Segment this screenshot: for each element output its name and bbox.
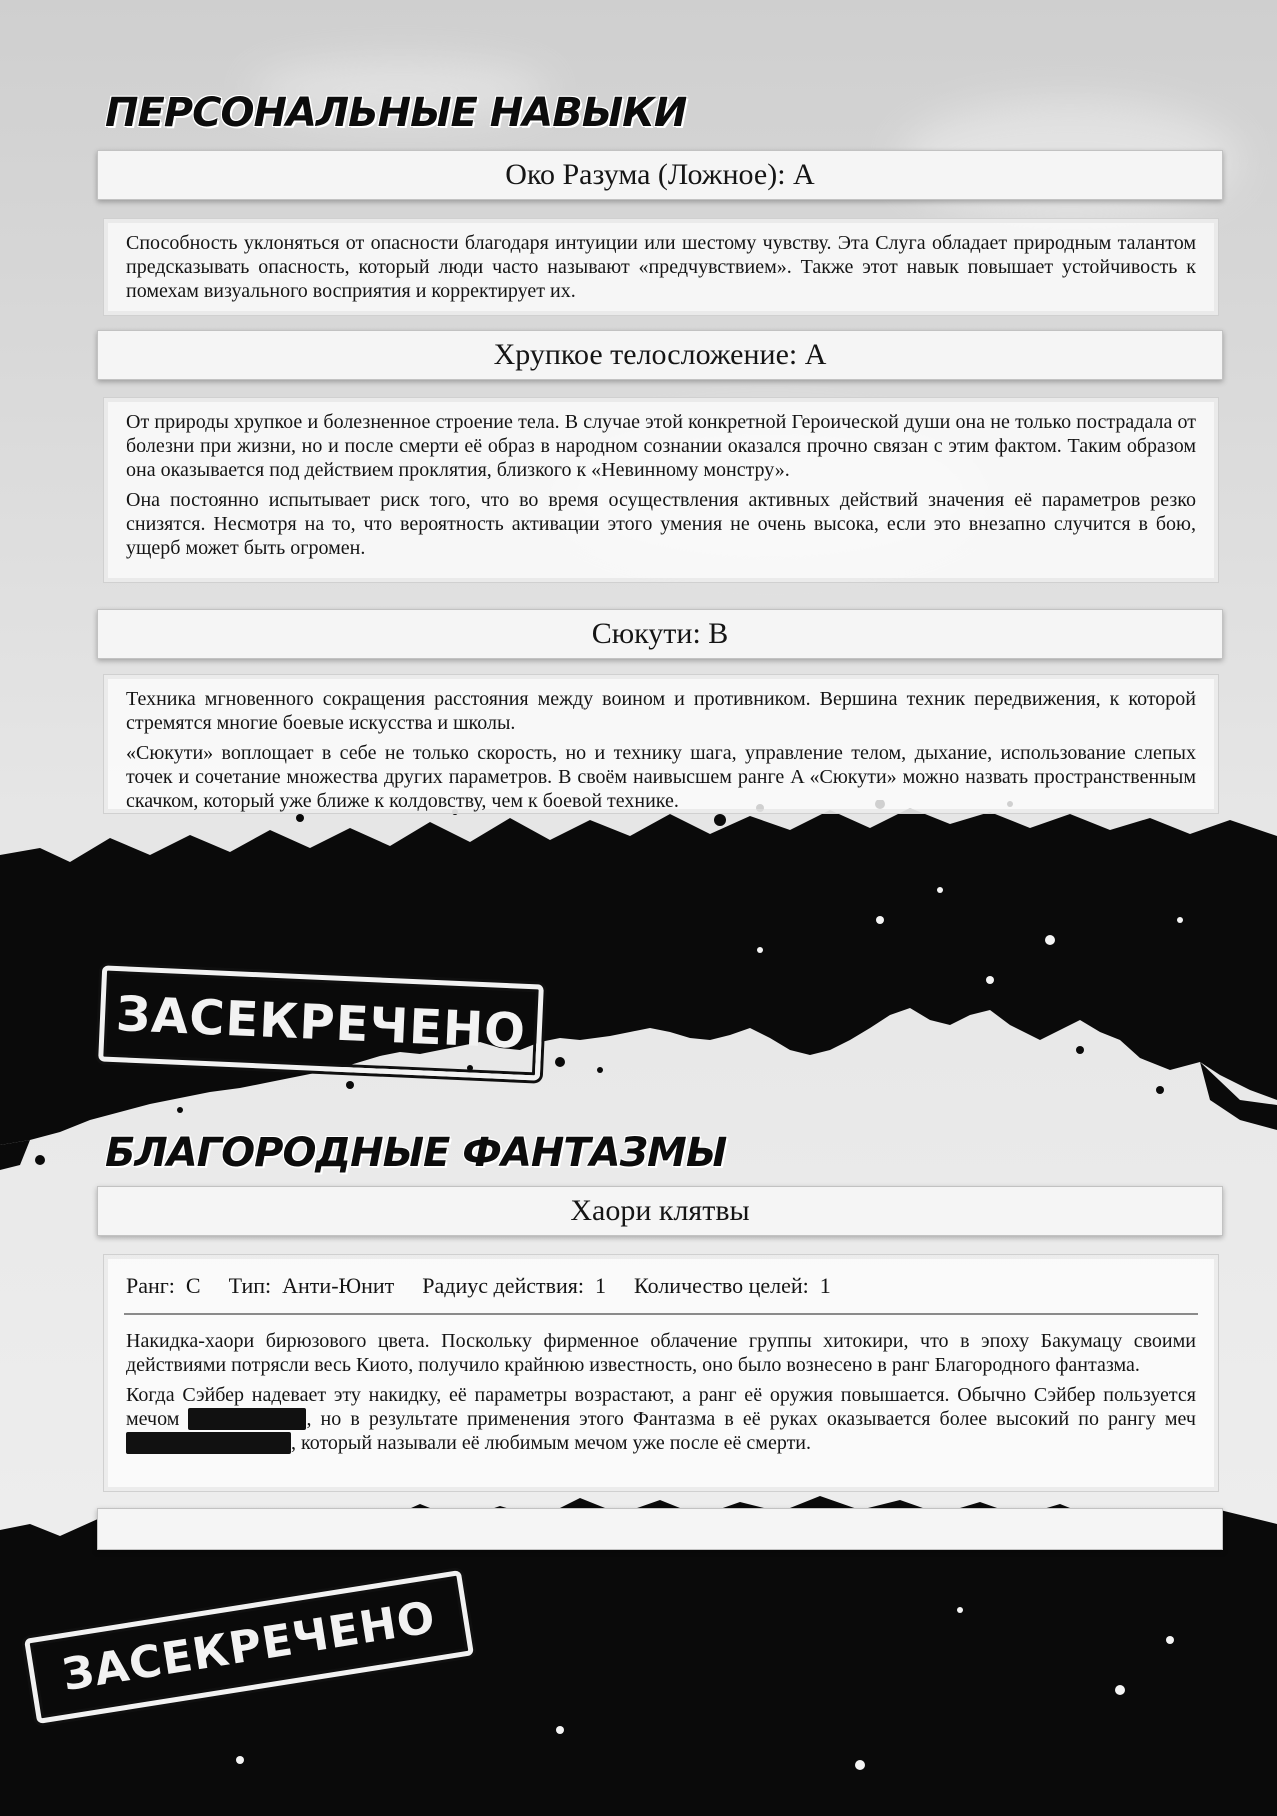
skill-title: Хрупкое телосложение: A bbox=[97, 330, 1223, 380]
section-title-personal-skills: ПЕРСОНАЛЬНЫЕ НАВЫКИ bbox=[105, 90, 687, 136]
phantasm-rank: Ранг: C bbox=[126, 1273, 201, 1298]
skill-description-panel bbox=[103, 674, 1219, 814]
phantasm-title: Хаори клятвы bbox=[97, 1186, 1223, 1236]
skill-description: Техника мгновенного сокращения расстояния между воином и противником. Вершина техник передвижения, к которой стремятся многие боевые искусства и школы. bbox=[126, 688, 1196, 734]
phantasm-text-part: , который называли её любимым мечом уже после её смерти. bbox=[291, 1432, 812, 1454]
skill-title: Сюкути: B bbox=[97, 609, 1223, 659]
phantasm-description bbox=[126, 1383, 1196, 1455]
divider bbox=[124, 1313, 1198, 1315]
phantasm-title-placeholder bbox=[97, 1508, 1223, 1550]
phantasm-panel bbox=[103, 1254, 1219, 1492]
phantasm-stats bbox=[126, 1269, 1196, 1303]
phantasm-text-part: Когда Сэйбер надевает эту накидку, её параметры возрастают, а ранг её оружия повышается. Обычно Сэйбер пользуется мечом bbox=[126, 1384, 1196, 1430]
phantasm-text-part: , но в результате применения этого Фантазма в её руках оказывается более высокий по рангу меч bbox=[306, 1408, 1196, 1430]
skill-description: «Сюкути» воплощает в себе не только скорость, но и технику шага, управление телом, дыхание, использование слепых точек и сочетание множества других параметров. В своём наивысшем ранге A «Сюкути» можно назвать пространственным скачком, который уже ближе к колдовству, чем к боевой технике. bbox=[126, 742, 1196, 812]
phantasm-description: Накидка-хаори бирюзового цвета. Поскольку фирменное облачение группы хитокири, что в эпоху Бакумацу своими действиями потрясли весь Киото, получило крайнюю известность, оно было вознесено в ранг Благородного фантазма. bbox=[126, 1330, 1196, 1376]
classified-stamp: ЗАСЕКРЕЧЕНО bbox=[24, 1570, 474, 1724]
redacted-bar bbox=[188, 1408, 306, 1430]
phantasm-targets: Количество целей: 1 bbox=[634, 1273, 831, 1298]
skill-description: Она постоянно испытывает риск того, что во время осуществления активных действий значения её параметров резко снизятся. Несмотря на то, что вероятность активации этого умения не очень высока, если это внезапно случится в бою, ущерб может быть огромен. bbox=[126, 489, 1196, 559]
classified-stamp: ЗАСЕКРЕЧЕНО bbox=[98, 965, 544, 1080]
skill-title: Око Разума (Ложное): A bbox=[97, 150, 1223, 200]
skill-description: От природы хрупкое и болезненное строение тела. В случае этой конкретной Героической души она не только пострадала от болезни при жизни, но и после смерти её образ в народном сознании оказался прочно связан с этим фактом. Таким образом она оказывается под действием проклятия, близкого к «Невинному монстру». bbox=[126, 411, 1196, 481]
phantasm-type: Тип: Анти-Юнит bbox=[228, 1273, 395, 1298]
section-title-noble-phantasms: БЛАГОРОДНЫЕ ФАНТАЗМЫ bbox=[105, 1130, 727, 1176]
redacted-bar bbox=[126, 1432, 291, 1454]
skill-description: Способность уклоняться от опасности благодаря интуиции или шестому чувству. Эта Слуга обладает природным талантом предсказывать опасность, который люди часто называют «предчувствием». Также этот навык повышает устойчивость к помехам визуального восприятия и корректирует их. bbox=[126, 232, 1196, 302]
skill-description-panel bbox=[103, 218, 1219, 316]
phantasm-range: Радиус действия: 1 bbox=[422, 1273, 607, 1298]
skill-description-panel bbox=[103, 397, 1219, 583]
